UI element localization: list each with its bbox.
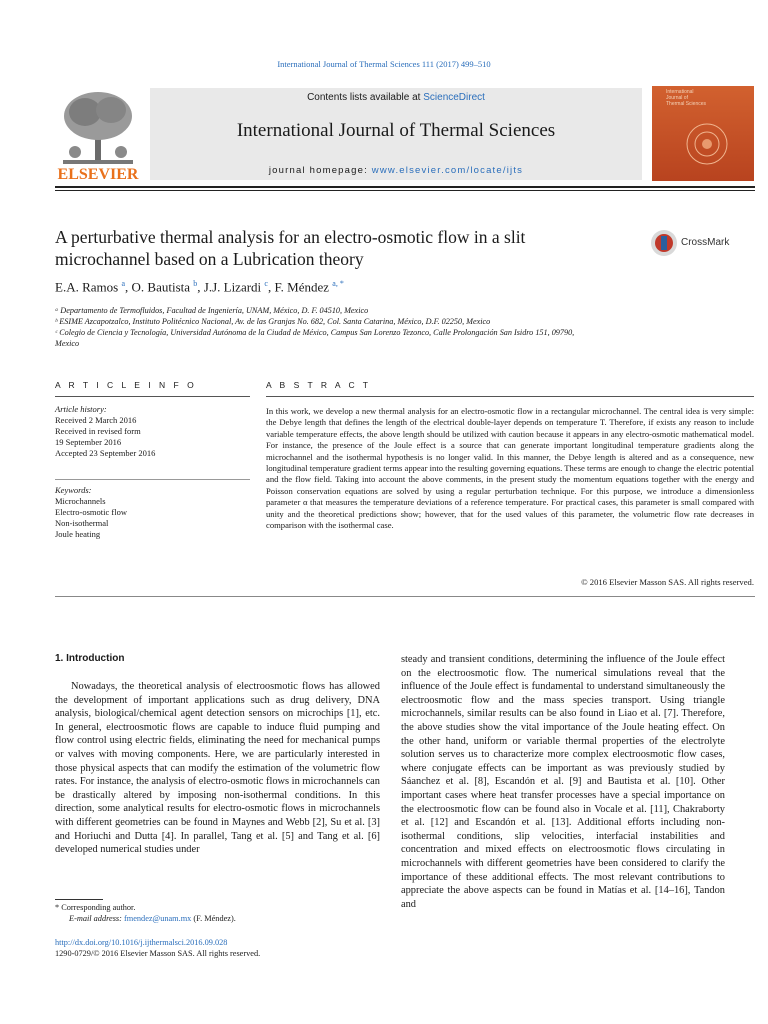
keyword: Non-isothermal: [55, 518, 109, 528]
cover-art-icon: [682, 116, 732, 171]
history-label: Article history:: [55, 404, 107, 414]
journal-title: International Journal of Thermal Sciences: [236, 120, 556, 141]
journal-homepage: [150, 165, 642, 176]
keyword: Microchannels: [55, 496, 106, 506]
header-rule-thin: [55, 190, 755, 191]
affiliation: ᵃ Departamento de Termofluidos, Facultad de Ingeniería, UNAM, México, D. F. 04510, Mexico: [55, 306, 369, 315]
journal-citation-link[interactable]: International Journal of Thermal Sciences 111 (2017) 499–510: [277, 59, 491, 69]
article-info-heading: A R T I C L E I N F O: [55, 380, 197, 390]
keywords-rule: [55, 479, 250, 480]
keyword: Joule heating: [55, 529, 101, 539]
crossmark-icon: [650, 229, 678, 257]
homepage-prefix: journal homepage:: [268, 165, 372, 176]
affiliation: Mexico: [55, 339, 80, 348]
email-label: E-mail address:: [69, 914, 124, 923]
section-heading-introduction: 1. Introduction: [55, 653, 125, 664]
sciencedirect-link[interactable]: ScienceDirect: [423, 92, 485, 103]
footnote-rule: [55, 899, 103, 900]
author-affil-sup[interactable]: a: [121, 279, 126, 288]
doi-block: [55, 937, 385, 959]
affiliation: ᶜ Colegio de Ciencia y Tecnología, Universidad Autónoma de la Ciudad de México, Campus San Lorenzo Tezonco, Calle Prolongación San Isidro 151, 09790,: [55, 328, 575, 337]
author-name[interactable]: E.A. Ramos: [55, 279, 119, 295]
abstract-bottom-rule: [55, 596, 755, 597]
history-item: 19 September 2016: [55, 437, 122, 447]
keywords: [55, 485, 250, 540]
cover-title: International Journal of Thermal Sciences: [666, 89, 707, 107]
abstract-rule: [266, 396, 754, 397]
contents-line: [150, 92, 642, 103]
abstract-text: In this work, we develop a new thermal analysis for an electro-osmotic flow in a rectangular microchannel. The central idea is very simple: the Debye length that defines the length of the electrical double-layer depends on temperature T. Therefore, if exists any reason to include variable temperature effects, the above length should be utilized with caution because it appears in any electro-osmotic mathematical model. For instance, the presence of the Joule effect is a source that can generate important longitudinal temperature gradients along the microchannel and the isothermal hypothesis is no longer valid. In this manner, the Debye length is altered and as a consequence, new longitudinal temperature gradient terms appear into the resulting governing equations. These terms are enough to change the electric potential and the flow field. Taking into account the above comments, in the present study the momentum equations together with the energy and Poisson conservation equations are solved by using a regular perturbation technique. For this purpose, we introduce a dimensionless parameter α that measures the temperature deviations of a reference temperature. For practical cases, this parameter is small compared with unity and the theoretical predictions show; however, that for the used values of this parameter, the volumetric flow rate decreases in comparison with the isothermal case.: [266, 406, 754, 531]
crossmark-label: CrossMark: [681, 237, 730, 248]
doi-link[interactable]: http://dx.doi.org/10.1016/j.ijthermalsci.2016.09.028: [55, 938, 228, 947]
intro-left-column: Nowadays, the theoretical analysis of electroosmotic flows has allowed the development of important applications such as drug delivery, DNA analysis, biological/chemical agent detection sensors on microchips [1], etc. In general, electroosmotic flows are capable to induce fluid pumping and flow control using electric fields, eliminating the need for mechanical pumps or valves with moving components. Here, we are particularly interested in those physical aspects that can modify the estimation of the volumetric flow rates. For instance, the analysis of electro-osmotic flows in microchannels can be drastically altered by imposing non-isothermal conditions. In this direction, some analytical results for electro-osmotic flows in microchannels with different geometries can be found in Maynes and Webb [2], Su et al. [3] and Horiuchi and Dutta [4]. In parallel, Tang et al. [5] and Tang et al. [6] developed numerical studies under: [55, 681, 380, 856]
author-name[interactable]: O. Bautista: [131, 279, 191, 295]
author-name[interactable]: F. Méndez: [274, 279, 330, 295]
contents-prefix: Contents lists available at: [307, 92, 424, 103]
elsevier-logo: [55, 86, 141, 184]
issn-line: 1290-0729/© 2016 Elsevier Masson SAS. All rights reserved.: [55, 949, 261, 958]
intro-right-column: steady and transient conditions, determining the influence of the Joule effect on the electroosmotic flow. The numerical simulations reveal that the influence of the Joule effect is fundamental to understand simultaneously the electroosmotic flow and the mass species transport. Using triangle microchannels, similar results can be also found in Liao et al. [7]. Therefore, the above studies show the vital importance of the Joule heating effect. On the other hand, uniform or variable thermal properties of the electrolyte solution serves us to characterize more complex electroosmotic flow cases, where conjugate effects can be important as was previously studied by Sáanchez et al. [8], Escandón et al. [9] and Bautista et al. [10]. Other important cases where heat transfer processes have a special importance on the electroosmotic flow can be found also in Vocale et al. [11], Chakraborty et al. [12] and Escandón et al. [13]. Additional efforts including non-isothermal conditions, slip velocities, interfacial instabilities and concentration and mixed effects on electroosmotic flows circulating in microchannels with different geometries have been considered to clarify the importance of these additional effects. The most relevant contributions to appreciate the above aspects can be found in Matías et al. [14–16], Tandon and: [401, 654, 725, 910]
author-name[interactable]: J.J. Lizardi: [203, 279, 262, 295]
abstract-copyright: © 2016 Elsevier Masson SAS. All rights reserved.: [581, 577, 754, 587]
footnote: [55, 902, 385, 924]
homepage-link[interactable]: www.elsevier.com/locate/ijts: [371, 165, 524, 176]
email-suffix: (F. Méndez).: [191, 914, 236, 923]
author-affil-sup[interactable]: a, *: [332, 279, 344, 288]
journal-cover-image: [652, 86, 754, 181]
author-list: E.A. Ramos $^a$, O. Bautista $^b$, J.J. Lizardi $^c$, F. Méndez $^{a, *}$: [55, 279, 344, 295]
history-item: Received in revised form: [55, 426, 141, 436]
article-history: [55, 404, 250, 459]
title-line: A perturbative thermal analysis for an electro-osmotic flow in a slit: [55, 227, 526, 247]
crossmark-button[interactable]: [650, 229, 755, 259]
history-item: Received 2 March 2016: [55, 415, 137, 425]
article-info-rule: [55, 396, 250, 397]
title-line: microchannel based on a Lubrication theory: [55, 249, 364, 269]
email-link[interactable]: fmendez@unam.mx: [124, 914, 192, 923]
publisher-name: ELSEVIER: [57, 166, 139, 183]
keyword: Electro-osmotic flow: [55, 507, 127, 517]
affiliation: ᵇ ESIME Azcapotzalco, Instituto Politécnico Nacional, Av. de las Granjas No. 682, Col. Santa Catarina, México, D.F. 02250, Mexico: [55, 317, 491, 326]
keywords-label: Keywords:: [55, 485, 92, 495]
author-affil-sup[interactable]: c: [264, 279, 268, 288]
author-affil-sup[interactable]: b: [193, 279, 198, 288]
header-rule: [55, 186, 755, 188]
abstract-heading: A B S T R A C T: [266, 380, 372, 390]
paper-title: [55, 226, 635, 270]
history-item: Accepted 23 September 2016: [55, 448, 156, 458]
corresponding-author-note: * Corresponding author.: [55, 903, 136, 912]
